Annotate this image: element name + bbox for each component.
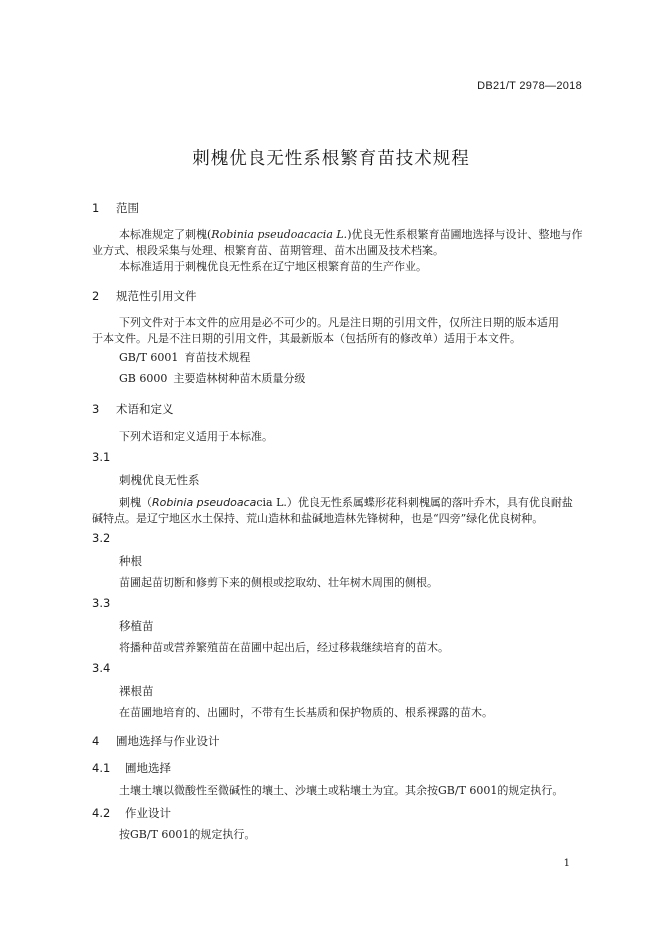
document-code: DB21/T 2978—2018 xyxy=(477,80,582,92)
section-1-heading xyxy=(92,200,139,216)
term-number: 3.2 xyxy=(92,531,111,545)
document-title: 刺槐优良无性系根繁育苗技术规程 xyxy=(192,149,470,169)
subsection-4-2-heading xyxy=(92,805,171,821)
subsection-4-1-heading xyxy=(92,760,171,776)
section-number: 1 xyxy=(92,201,100,215)
paragraph-continuation: 于本文件。凡是不注日期的引用文件，其最新版本（包括所有的修改单）适用于本文件。 xyxy=(92,332,521,345)
text-run: 刺槐（ xyxy=(119,496,152,509)
text-run: ）优良无性系属蝶形花科刺槐属的落叶乔木，具有优良耐盐 xyxy=(286,496,573,509)
section-3-heading xyxy=(92,401,174,417)
latin-name: Robinia pseudoacacia L. xyxy=(211,228,348,241)
term-name: 移植苗 xyxy=(119,619,154,633)
paragraph: 本标准适用于刺槐优良无性系在辽宁地区根繁育苗的生产作业。 xyxy=(119,260,427,273)
section-title: 规范性引用文件 xyxy=(116,289,197,303)
section-2-heading xyxy=(92,288,197,304)
subsection-number: 4.2 xyxy=(92,806,111,820)
term-number: 3.1 xyxy=(92,450,111,464)
page-number: 1 xyxy=(563,858,570,869)
paragraph: 下列文件对于本文件的应用是必不可少的。凡是注日期的引用文件，仅所注日期的版本适用 xyxy=(119,316,559,329)
subsection-title: 圃地选择 xyxy=(125,761,171,775)
paragraph: 下列术语和定义适用于本标准。 xyxy=(119,430,273,443)
term-definition xyxy=(119,494,573,510)
text-run: )优良无性系根繁育苗圃地选择与设计、整地与作 xyxy=(347,228,583,241)
term-name: 种根 xyxy=(119,554,142,568)
term-definition: 在苗圃地培育的、出圃时，不带有生长基质和保护物质的、根系裸露的苗木。 xyxy=(119,706,493,719)
section-number: 4 xyxy=(92,734,100,748)
section-number: 3 xyxy=(92,402,100,416)
term-name: 刺槐优良无性系 xyxy=(119,473,200,487)
section-title: 术语和定义 xyxy=(116,402,174,416)
latin-name-tail: cia L. xyxy=(256,496,287,509)
reference-code: GB/T 6001 xyxy=(119,351,179,364)
section-4-heading xyxy=(92,733,220,749)
reference-name: 育苗技术规程 xyxy=(184,351,251,364)
term-number: 3.4 xyxy=(92,661,111,675)
section-number: 2 xyxy=(92,289,100,303)
subsection-title: 作业设计 xyxy=(125,806,171,820)
term-definition-continuation: 碱特点。是辽宁地区水土保持、荒山造林和盐碱地造林先锋树种，也是“四旁”绿化优良树种。 xyxy=(92,512,544,525)
reference-code: GB 6000 xyxy=(119,372,168,385)
section-title: 范围 xyxy=(116,201,139,215)
reference-name: 主要造林树种苗木质量分级 xyxy=(173,372,306,385)
section-title: 圃地选择与作业设计 xyxy=(116,734,220,748)
latin-name: Robinia pseudoaca xyxy=(152,496,257,509)
term-name: 裸根苗 xyxy=(119,684,154,698)
paragraph-continuation: 业方式、根段采集与处理、根繁育苗、苗期管理、苗木出圃及技术档案。 xyxy=(92,244,444,257)
paragraph: 按GB/T 6001的规定执行。 xyxy=(119,828,256,841)
term-number: 3.3 xyxy=(92,596,111,610)
subsection-number: 4.1 xyxy=(92,761,111,775)
paragraph xyxy=(119,226,582,242)
term-definition: 将播种苗或营养繁殖苗在苗圃中起出后，经过移栽继续培育的苗木。 xyxy=(119,641,449,654)
paragraph: 土壤土壤以微酸性至微碱性的壤土、沙壤土或粘壤土为宜。其余按GB/T 6001的规定执行。 xyxy=(119,784,564,797)
normative-reference xyxy=(119,370,305,386)
term-definition: 苗圃起苗切断和修剪下来的侧根或挖取幼、壮年树木周围的侧根。 xyxy=(119,576,438,589)
normative-reference xyxy=(119,349,250,365)
text-run: 本标准规定了刺槐( xyxy=(119,228,212,241)
